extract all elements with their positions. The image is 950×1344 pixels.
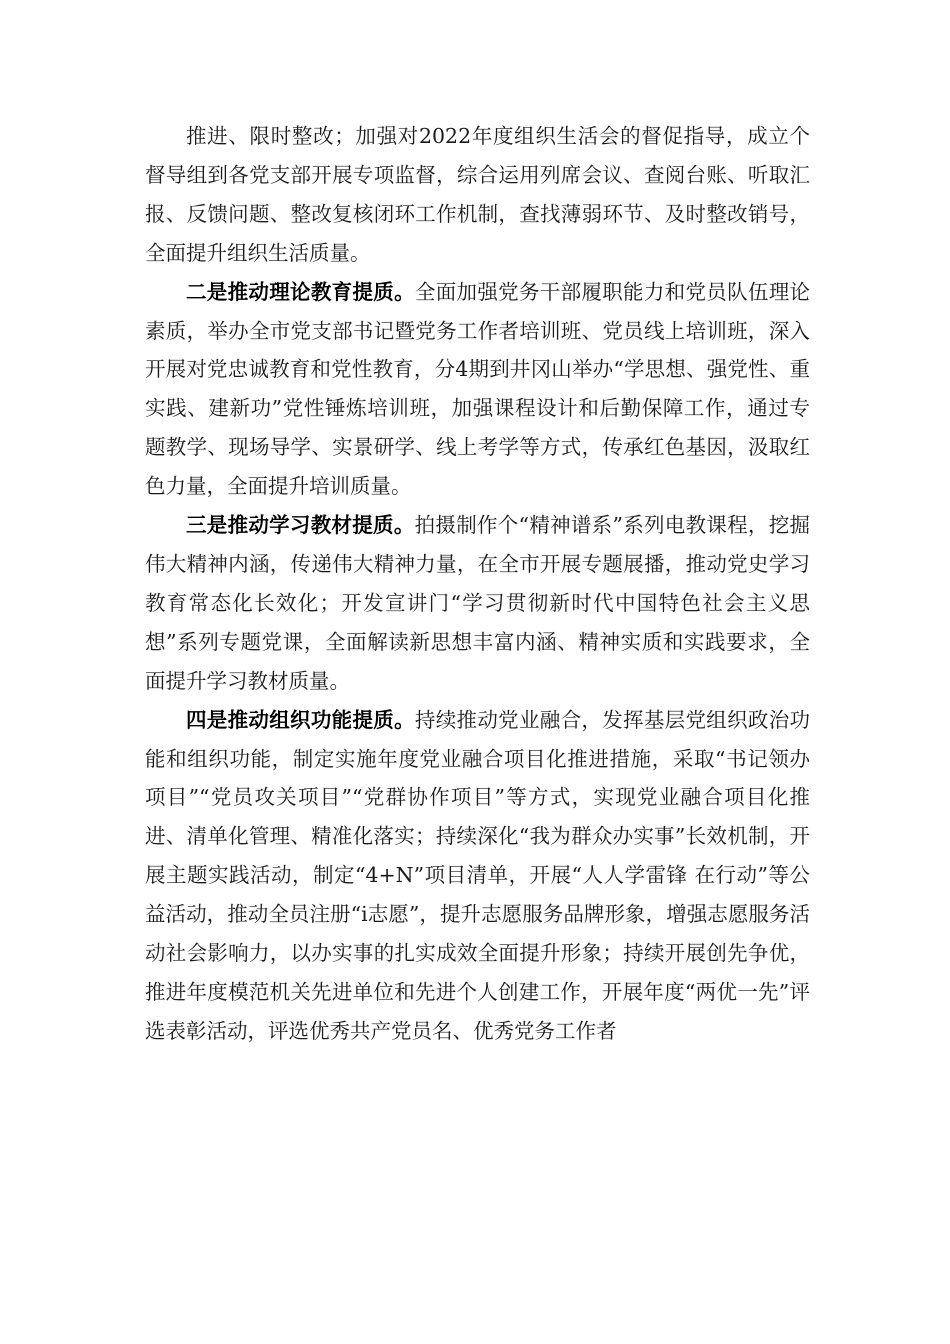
paragraph-2 [145,273,810,506]
document-body [145,117,810,1051]
paragraph-4 [145,701,810,1051]
paragraph-1-body: 推进、限时整改；加强对2022年度组织生活会的督促指导，成立个督导组到各党支部开展专项监督，综合运用列席会议、查阅台账、听取汇报、反馈问题、整改复核闭环工作机制，查找薄弱环节、及时整改销号，全面提升组织生活质量。 [145,124,810,265]
paragraph-3 [145,506,810,701]
paragraph-3-body: 拍摄制作个“精神谱系”系列电教课程，挖掘伟大精神内涵，传递伟大精神力量，在全市开展专题展播，推动党史学习教育常态化长效化；开发宣讲门“学习贯彻新时代中国特色社会主义思想”系列专题党课，全面解读新思想丰富内涵、精神实质和实践要求，全面提升学习教材质量。 [145,513,811,693]
paragraph-4-heading: 四是推动组织功能提质。 [186,707,415,732]
paragraph-3-heading: 三是推动学习教材提质。 [186,513,415,538]
paragraph-2-body: 全面加强党务干部履职能力和党员队伍理论素质，举办全市党支部书记暨党务工作者培训班、党员线上培训班，深入开展对党忠诚教育和党性教育，分4期到井冈山举办“学思想、强党性、重实践、建新功”党性锤炼培训班，加强课程设计和后勤保障工作，通过专题教学、现场导学、实景研学、线上考学等方式，传承红色基因，汲取红色力量，全面提升培训质量。 [145,279,811,499]
paragraph-4-body: 持续推动党业融合，发挥基层党组织政治功能和组织功能，制定实施年度党业融合项目化推进措施，采取“书记领办项目”“党员攻关项目”“党群协作项目”等方式，实现党业融合项目化推进、清单化管理、精准化落实；持续深化“我为群众办实事”长效机制，开展主题实践活动，制定“4+N”项目清单，开展“人人学雷锋 在行动”等公益活动，推动全员注册“i志愿”，提升志愿服务品牌形象，增强志愿服务活动社会影响力，以办实事的扎实成效全面提升形象；持续开展创先争优，推进年度模范机关先进单位和先进个人创建工作，开展年度“两优一先”评选表彰活动，评选优秀共产党员名、优秀党务工作者 [145,707,811,1043]
paragraph-1 [145,117,810,273]
paragraph-2-heading: 二是推动理论教育提质。 [186,279,415,304]
